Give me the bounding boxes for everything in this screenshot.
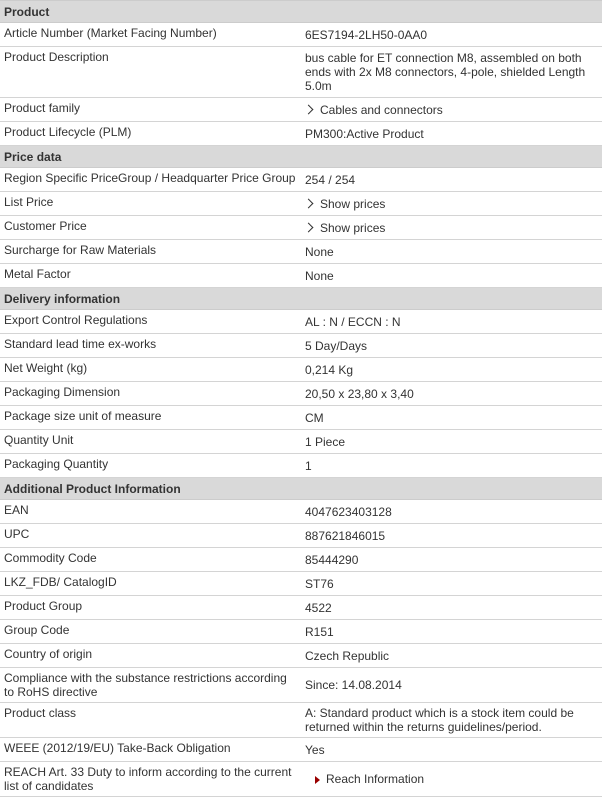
table-row xyxy=(0,264,602,288)
row-label: Product Group xyxy=(0,596,301,620)
table-row xyxy=(0,548,602,572)
section-header-price xyxy=(0,146,602,168)
row-value: AL : N / ECCN : N xyxy=(301,310,602,334)
table-row xyxy=(0,703,602,738)
row-label: EAN xyxy=(0,500,301,524)
section-header-additional xyxy=(0,478,602,500)
row-label: Customer Price xyxy=(0,216,301,240)
table-row xyxy=(0,454,602,478)
row-value: 4047623403128 xyxy=(301,500,602,524)
table-row xyxy=(0,98,602,122)
table-row xyxy=(0,620,602,644)
table-row xyxy=(0,168,602,192)
link-label: Cables and connectors xyxy=(320,102,443,117)
row-value: CM xyxy=(301,406,602,430)
row-label: Surcharge for Raw Materials xyxy=(0,240,301,264)
table-row xyxy=(0,596,602,620)
row-value: bus cable for ET connection M8, assembled on both ends with 2x M8 connectors, 4-pole, shielded Length 5.0m xyxy=(301,47,602,98)
row-label: Packaging Quantity xyxy=(0,454,301,478)
table-row xyxy=(0,23,602,47)
reach-information-link[interactable] xyxy=(305,772,424,786)
row-label: Metal Factor xyxy=(0,264,301,288)
row-label: UPC xyxy=(0,524,301,548)
list-price-link[interactable] xyxy=(305,197,385,211)
row-value: 5 Day/Days xyxy=(301,334,602,358)
row-value: R151 xyxy=(301,620,602,644)
row-value: 4522 xyxy=(301,596,602,620)
row-label: REACH Art. 33 Duty to inform according to the current list of candidates xyxy=(0,762,301,797)
row-label: Product family xyxy=(0,98,301,122)
row-label: Product Description xyxy=(0,47,301,98)
row-value: PM300:Active Product xyxy=(301,122,602,146)
table-row xyxy=(0,668,602,703)
row-value: Since: 14.08.2014 xyxy=(301,668,602,703)
row-value: 85444290 xyxy=(301,548,602,572)
row-label: Group Code xyxy=(0,620,301,644)
row-value: A: Standard product which is a stock item could be returned within the returns guidelines/period. xyxy=(301,703,602,738)
row-value: 1 Piece xyxy=(301,430,602,454)
link-label: Reach Information xyxy=(326,772,425,786)
row-label: Product class xyxy=(0,703,301,738)
section-title: Delivery information xyxy=(0,288,602,310)
table-row xyxy=(0,762,602,797)
row-value: None xyxy=(301,264,602,288)
row-label: Compliance with the substance restrictions according to RoHS directive xyxy=(0,668,301,703)
section-header-delivery xyxy=(0,288,602,310)
row-label: WEEE (2012/19/EU) Take-Back Obligation xyxy=(0,738,301,762)
table-row xyxy=(0,334,602,358)
table-row xyxy=(0,738,602,762)
row-value xyxy=(301,98,602,122)
row-label: Country of origin xyxy=(0,644,301,668)
row-label: Article Number (Market Facing Number) xyxy=(0,23,301,47)
row-value: Czech Republic xyxy=(301,644,602,668)
table-row xyxy=(0,216,602,240)
table-row xyxy=(0,644,602,668)
row-value xyxy=(301,192,602,216)
chevron-right-icon xyxy=(304,222,314,232)
section-title: Price data xyxy=(0,146,602,168)
row-label: Packaging Dimension xyxy=(0,382,301,406)
customer-price-link[interactable] xyxy=(305,221,385,235)
table-row xyxy=(0,310,602,334)
row-label: List Price xyxy=(0,192,301,216)
chevron-right-icon xyxy=(304,104,314,114)
row-value: Yes xyxy=(301,738,602,762)
table-row xyxy=(0,358,602,382)
row-label: Region Specific PriceGroup / Headquarter Price Group xyxy=(0,168,301,192)
row-value: 6ES7194-2LH50-0AA0 xyxy=(301,23,602,47)
table-row xyxy=(0,382,602,406)
row-value: 20,50 x 23,80 x 3,40 xyxy=(301,382,602,406)
row-label: Net Weight (kg) xyxy=(0,358,301,382)
row-label: Quantity Unit xyxy=(0,430,301,454)
table-row xyxy=(0,122,602,146)
row-value xyxy=(301,216,602,240)
section-title: Additional Product Information xyxy=(0,478,602,500)
row-value xyxy=(301,762,602,797)
row-label: Package size unit of measure xyxy=(0,406,301,430)
row-value: 887621846015 xyxy=(301,524,602,548)
table-row xyxy=(0,500,602,524)
row-value: ST76 xyxy=(301,572,602,596)
section-title: Product xyxy=(0,1,602,23)
row-value: None xyxy=(301,240,602,264)
row-value: 1 xyxy=(301,454,602,478)
row-label: Export Control Regulations xyxy=(0,310,301,334)
row-value: 0,214 Kg xyxy=(301,358,602,382)
table-row xyxy=(0,240,602,264)
triangle-right-icon xyxy=(315,776,320,784)
row-label: LKZ_FDB/ CatalogID xyxy=(0,572,301,596)
table-row xyxy=(0,192,602,216)
table-row xyxy=(0,572,602,596)
product-family-link[interactable] xyxy=(305,103,443,117)
table-row xyxy=(0,524,602,548)
section-header-product xyxy=(0,1,602,23)
row-value: 254 / 254 xyxy=(301,168,602,192)
table-row xyxy=(0,47,602,98)
table-row xyxy=(0,406,602,430)
table-row xyxy=(0,430,602,454)
row-label: Standard lead time ex-works xyxy=(0,334,301,358)
chevron-right-icon xyxy=(304,198,314,208)
row-label: Product Lifecycle (PLM) xyxy=(0,122,301,146)
row-label: Commodity Code xyxy=(0,548,301,572)
link-label: Show prices xyxy=(320,196,386,211)
link-label: Show prices xyxy=(320,220,386,235)
